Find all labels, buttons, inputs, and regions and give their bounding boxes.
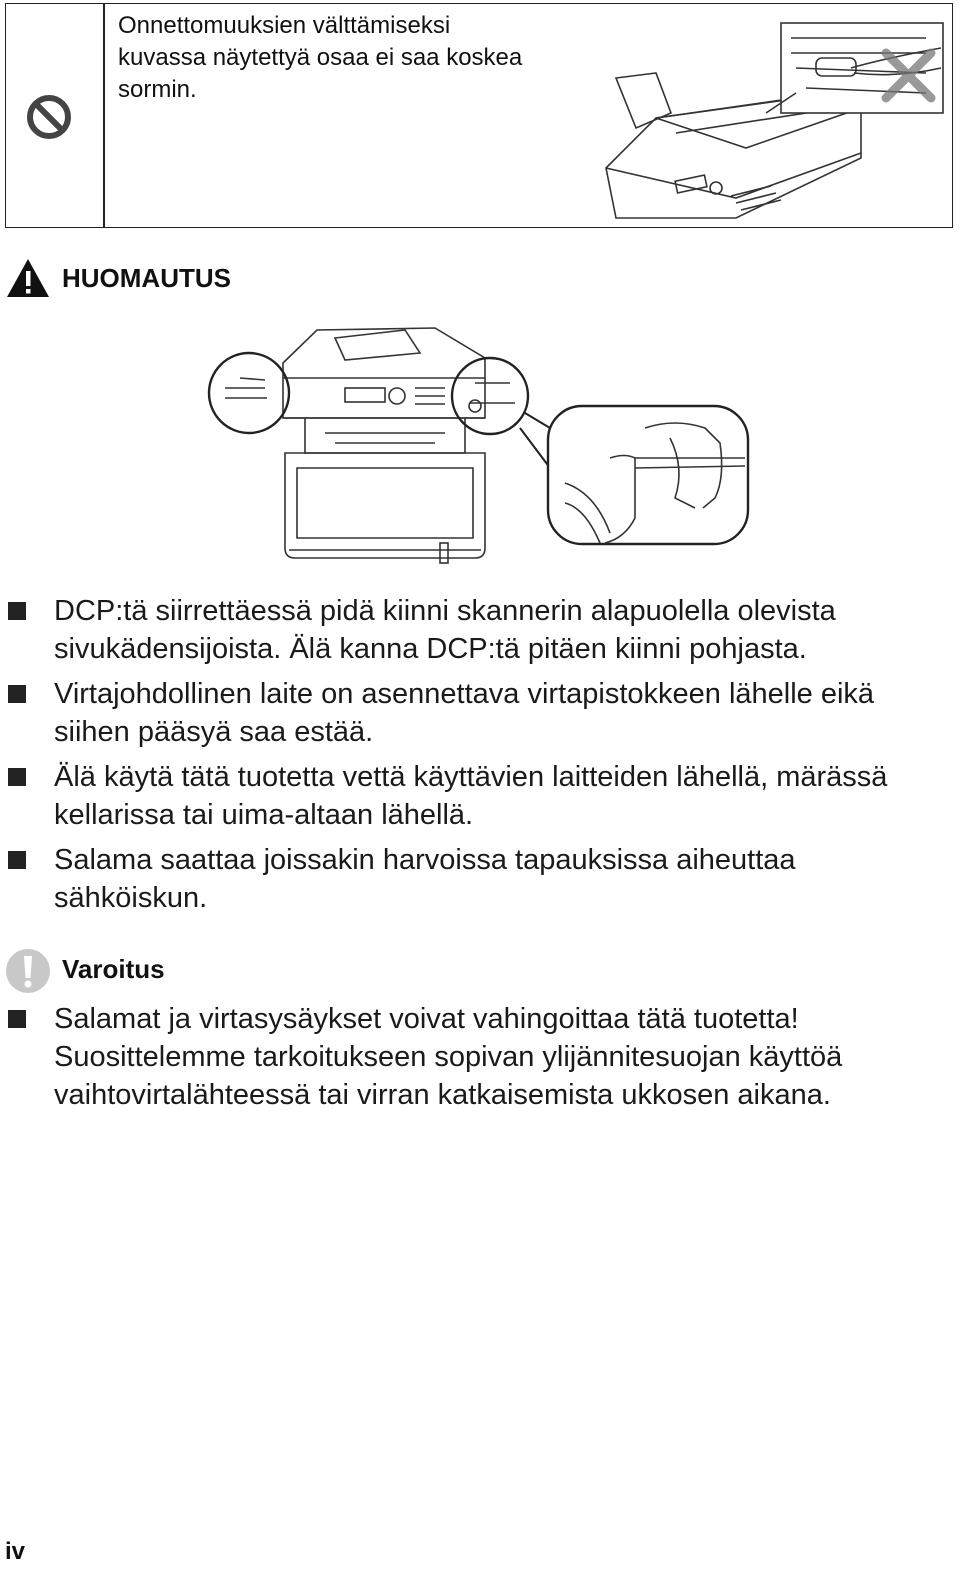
notice-heading: HUOMAUTUS [62, 263, 231, 293]
caution-heading: Varoitus [62, 954, 165, 984]
prohibition-text [118, 10, 578, 106]
list-item [0, 1000, 960, 1038]
box-divider [103, 4, 105, 227]
bullet-square-icon [8, 685, 26, 703]
bullet-square-icon [8, 851, 26, 869]
page-number: iv [5, 1538, 26, 1565]
bullet-text-line: kellarissa tai uima-altaan lähellä. [54, 799, 474, 831]
bullet-square-icon [8, 1010, 26, 1028]
caution-bullet-list [0, 1000, 960, 1114]
bullet-text-line: Salama saattaa joissakin harvoissa tapauksissa aiheuttaa [54, 844, 796, 876]
bullet-square-icon [8, 602, 26, 620]
bullet-text-line: sähköiskun. [54, 882, 208, 914]
scanner-roller-illustration [596, 18, 948, 223]
warning-triangle-icon [5, 257, 51, 299]
exclamation-circle-icon [5, 948, 51, 994]
list-item [0, 592, 960, 668]
bullet-text-line: Virtajohdollinen laite on asennettava virtapistokkeen lähelle eikä [54, 678, 875, 710]
prohibition-notice-box [5, 3, 953, 228]
bullet-text-line: siihen pääsyä saa estää. [54, 716, 374, 748]
prohibition-text-line: Onnettomuuksien välttämiseksi [118, 12, 451, 39]
notice-bullet-list [0, 592, 960, 924]
prohibition-text-line: kuvassa näytettyä osaa ei saa koskea [118, 44, 523, 71]
bullet-text-line: sivukädensijoista. Älä kanna DCP:tä pitäen kiinni pohjasta. [54, 633, 807, 665]
list-item [0, 841, 960, 917]
bullet-text-line: Älä käytä tätä tuotetta vettä käyttävien laitteiden lähellä, märässä [54, 761, 888, 793]
caution-text-line: Suosittelemme tarkoitukseen sopivan ylijännitesuojan käyttöä [54, 1041, 843, 1073]
prohibition-icon [26, 94, 72, 140]
bullet-text-line: DCP:tä siirrettäessä pidä kiinni skannerin alapuolella olevista [54, 595, 836, 627]
bullet-square-icon [8, 768, 26, 786]
prohibition-text-line: sormin. [118, 76, 197, 103]
list-item [0, 675, 960, 751]
device-carry-illustration [205, 318, 755, 570]
caution-text-line: vaihtovirtalähteessä tai virran katkaisemista ukkosen aikana. [54, 1079, 831, 1111]
list-item [0, 758, 960, 834]
bullet-text-line: Salamat ja virtasysäykset voivat vahingoittaa tätä tuotetta! [54, 1003, 799, 1035]
